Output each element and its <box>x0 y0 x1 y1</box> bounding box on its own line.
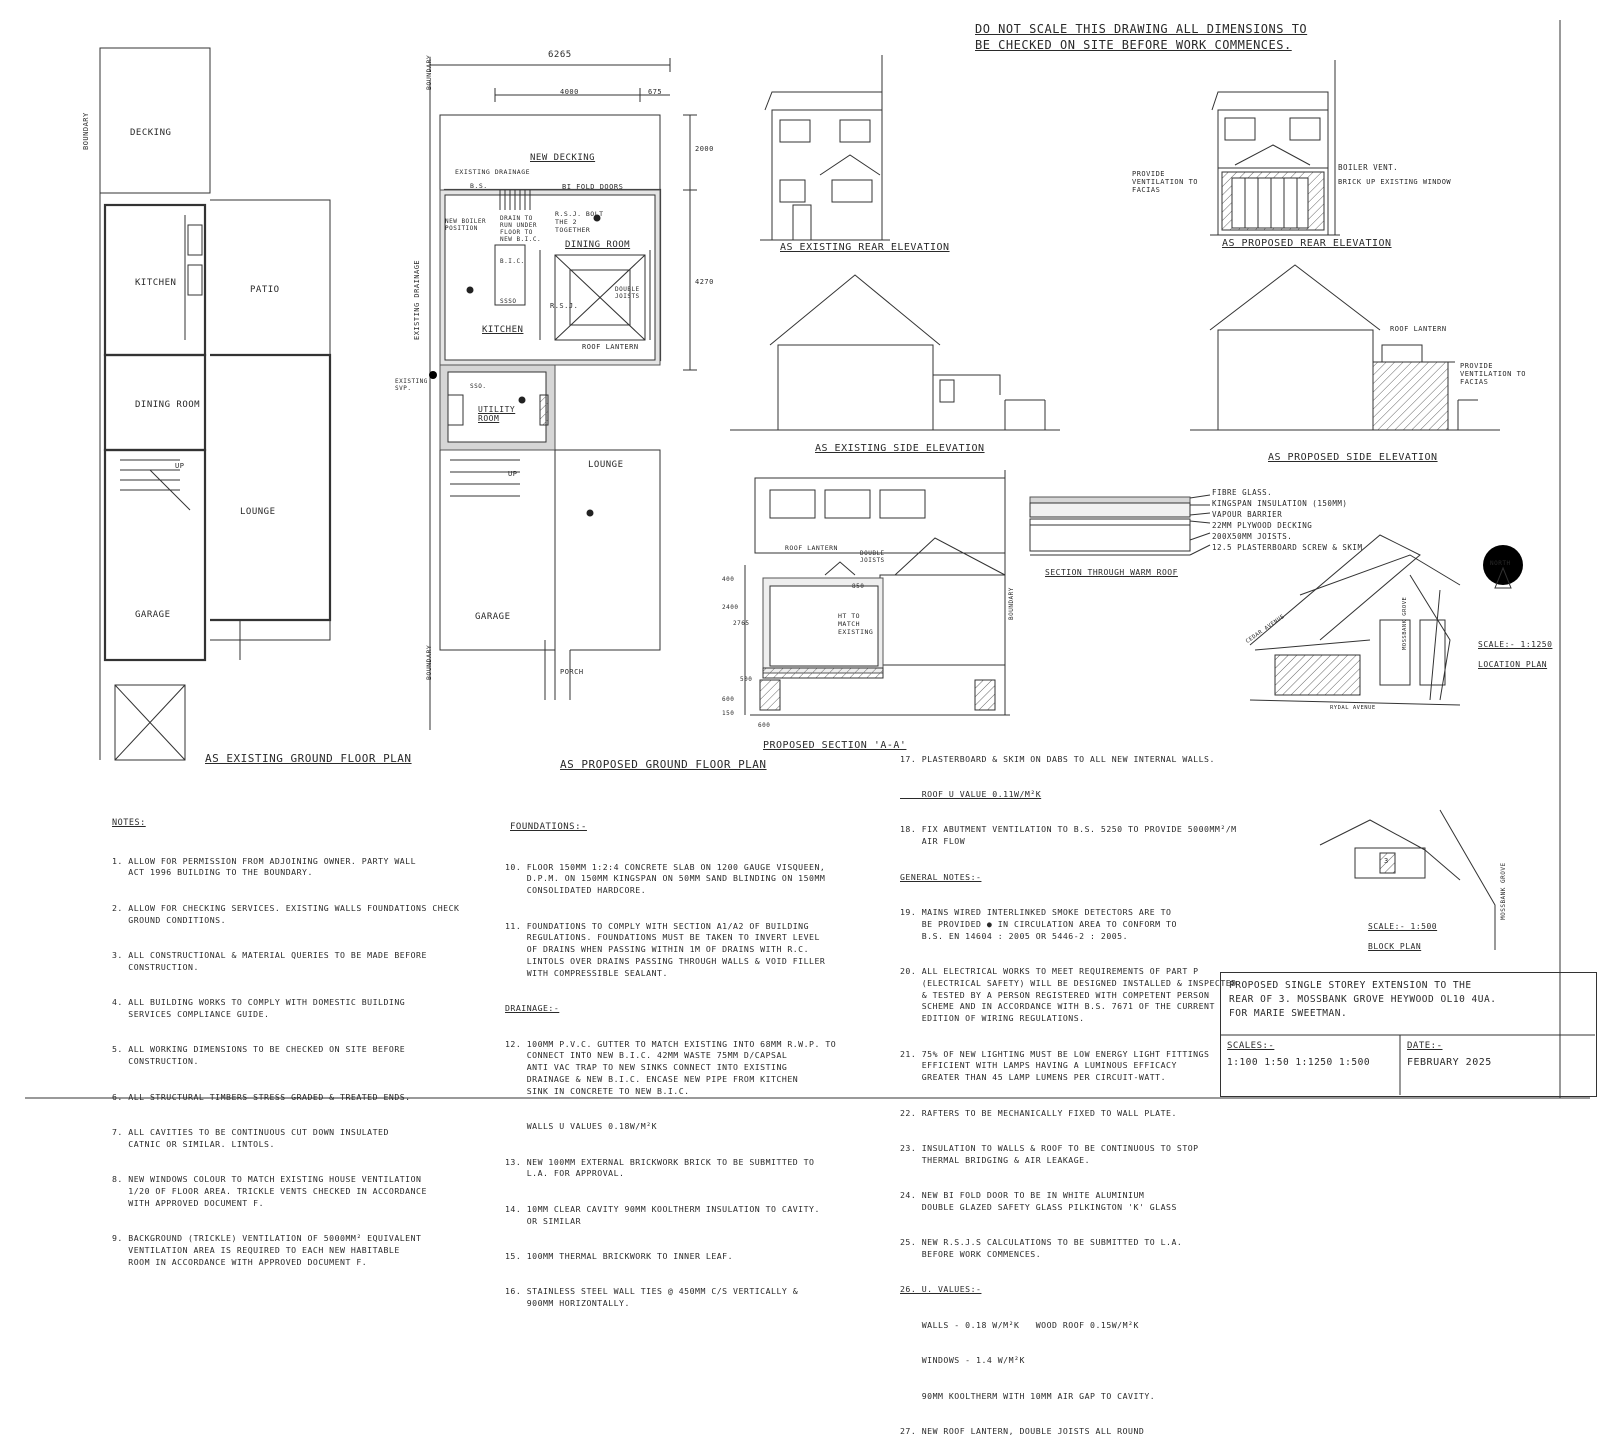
note-2: 2. ALLOW FOR CHECKING SERVICES. EXISTING WALLS FOUNDATIONS CHECK GROUND CONDITIONS. <box>112 902 460 925</box>
existing-up-label: UP <box>175 462 185 470</box>
existing-decking-label: DECKING <box>130 128 172 138</box>
section-dim-d1: 400 <box>722 576 735 583</box>
boiler-note: NEW BOILER POSITION <box>445 218 487 232</box>
u-values-heading: 26. U. VALUES:- <box>900 1284 982 1295</box>
dim-overall: 6265 <box>548 50 572 60</box>
block-scale: SCALE:- 1:500 <box>1368 922 1438 931</box>
project-description: PROPOSED SINGLE STOREY EXTENSION TO THE REAR OF 3. MOSSBANK GROVE HEYWOOD OL10 4UA. FOR MARIE SWEETMAN. <box>1229 980 1497 1019</box>
proposed-kitchen-label: KITCHEN <box>482 325 524 335</box>
road-b-label: MOSSBANK GROVE <box>1402 596 1408 650</box>
note-22: 22. RAFTERS TO BE MECHANICALLY FIXED TO WALL PLATE. <box>900 1107 1177 1118</box>
scales-label: SCALES:- <box>1227 1041 1275 1051</box>
roof-lantern-note: ROOF LANTERN <box>582 343 639 351</box>
note-1: 1. ALLOW FOR PERMISSION FROM ADJOINING OWNER. PARTY WALL ACT 1996 BUILDING TO THE BOUNDARY. <box>112 855 417 878</box>
side-existing-drawing <box>730 275 1060 430</box>
notes-right-list <box>900 730 1237 1450</box>
proposed-existing-drainage-label: EXISTING DRAINAGE <box>413 259 421 340</box>
scales-value: 1:100 1:50 1:1250 1:500 <box>1227 1057 1371 1068</box>
notes-left-list <box>112 832 459 1280</box>
proposed-plan-title: AS PROPOSED GROUND FLOOR PLAN <box>560 758 767 771</box>
location-plan-drawing <box>1250 535 1523 705</box>
section-dim-d5: 500 <box>740 676 753 683</box>
rear-proposed-drawing <box>1210 60 1340 235</box>
section-dim-d8: 600 <box>758 722 771 729</box>
foundations-heading: FOUNDATIONS:- <box>510 822 587 832</box>
proposed-utility-label: UTILITY ROOM <box>478 405 516 423</box>
title-block <box>1220 972 1597 1097</box>
proposed-garage-label: GARAGE <box>475 612 511 622</box>
proposed-up-label: UP <box>508 470 518 478</box>
proposed-boundary2-label: BOUNDARY <box>425 644 433 680</box>
note-21: 21. 75% OF NEW LIGHTING MUST BE LOW ENERGY LIGHT FITTINGS EFFICIENT WITH LAMPS HAVING A LUMINOUS EFFICACY GREATER THAN 45 LAMP LUMENS PER CIRCUIT-WATT. <box>900 1048 1210 1083</box>
proposed-boundary-label: BOUNDARY <box>425 54 433 90</box>
road-a-label: CEDAR AVENUE <box>1245 613 1286 645</box>
note-15: 15. 100MM THERMAL BRICKWORK TO INNER LEAF. <box>505 1250 734 1261</box>
bs-note: B.S. <box>470 182 488 190</box>
side-vent-note: PROVIDE VENTILATION TO FACIAS <box>1460 362 1527 386</box>
double-joists-note: DOUBLE JOISTS <box>615 286 640 300</box>
section-dim-d6: 600 <box>722 696 735 703</box>
roof-layer-5: 200X50MM JOISTS. <box>1212 532 1293 541</box>
existing-boundary-label: BOUNDARY <box>82 112 90 150</box>
bifold-note: BI FOLD DOORS <box>562 183 624 191</box>
side-lantern-note: ROOF LANTERN <box>1390 325 1447 333</box>
side-proposed-title: AS PROPOSED SIDE ELEVATION <box>1268 452 1438 463</box>
side-existing-title: AS EXISTING SIDE ELEVATION <box>815 443 985 454</box>
note-11: 11. FOUNDATIONS TO COMPLY WITH SECTION A1/A2 OF BUILDING REGULATIONS. FOUNDATIONS MUST BE TAKEN TO INVERT LEVEL OF DRAINS WHEN PASSING WITHIN 1M OF DRAINS WITH R.C. LINTOLS OVER DRAINS PASSING THROUGH WALLS & VOID FILLER WITH COMPRESSIBLE SEALANT. <box>505 920 826 978</box>
note-9: 9. BACKGROUND (TRICKLE) VENTILATION OF 5000MM² EQUIVALENT VENTILATION AREA IS REQUIRED TO EACH NEW HABITABLE ROOM IN ACCORDANCE WITH APPROVED DOCUMENT F. <box>112 1233 422 1267</box>
section-lantern-note: ROOF LANTERN <box>785 544 838 552</box>
u-values-line-1: WALLS - 0.18 W/M²K WOOD ROOF 0.15W/M²K <box>900 1319 1139 1330</box>
note-25: 25. NEW R.S.J.S CALCULATIONS TO BE SUBMITTED TO L.A. BEFORE WORK COMMENCES. <box>900 1237 1183 1260</box>
header-note-line2: BE CHECKED ON SITE BEFORE WORK COMMENCES. <box>975 38 1292 52</box>
location-scale: SCALE:- 1:1250 <box>1478 640 1553 649</box>
rsj2-note: R.S.J. <box>550 302 579 310</box>
rear-vent-note: PROVIDE VENTILATION TO FACIAS <box>1132 170 1199 194</box>
notes-middle-list <box>505 838 836 1322</box>
roof-section-title: SECTION THROUGH WARM ROOF <box>1045 568 1178 577</box>
brick-up-note: BRICK UP EXISTING WINDOW <box>1338 178 1452 186</box>
boiler-vent-note: BOILER VENT. <box>1338 163 1399 172</box>
roof-layer-2: KINGSPAN INSULATION (150MM) <box>1212 499 1348 508</box>
existing-drainage-note: EXISTING DRAINAGE <box>455 168 531 176</box>
location-title: LOCATION PLAN <box>1478 660 1548 669</box>
dim-left: 4000 <box>560 88 579 96</box>
existing-patio-label: PATIO <box>250 285 280 295</box>
proposed-decking-label: NEW DECKING <box>530 153 596 163</box>
existing-plan-title: AS EXISTING GROUND FLOOR PLAN <box>205 752 412 765</box>
dim-right: 675 <box>648 88 663 96</box>
existing-dining-label: DINING ROOM <box>135 400 201 410</box>
block-plot-number: 3 <box>1384 857 1389 865</box>
date-label: DATE:- <box>1407 1041 1443 1051</box>
bic-note: B.I.C. <box>500 258 525 265</box>
drainage-heading: DRAINAGE:- <box>505 1003 560 1014</box>
note-20: 20. ALL ELECTRICAL WORKS TO MEET REQUIREMENTS OF PART P (ELECTRICAL SAFETY) WILL BE DESIGNED INSTALLED & INSPECTED & TESTED BY A PERSON REGISTERED WITH COMPETENT PERSON SCHEME AND IN ACCORDANCE WITH B.S. 7671 OF THE CURRENT EDITION OF WIRING REGULATIONS. <box>900 965 1237 1024</box>
note-7: 7. ALL CAVITIES TO BE CONTINUOUS CUT DOWN INSULATED CATNIC OR SIMILAR. LINTOLS. <box>112 1126 389 1149</box>
rsj-note: R.S.J. BOLT THE 2 TOGETHER <box>555 210 604 234</box>
section-double-note: DOUBLE JOISTS <box>860 550 885 564</box>
dim-depth2: 4270 <box>695 278 714 286</box>
svp-note: EXISTING SVP. <box>395 378 428 392</box>
section-dim-d2: 2400 <box>722 604 739 611</box>
section-title: PROPOSED SECTION 'A-A' <box>763 740 907 751</box>
note-17: 17. PLASTERBOARD & SKIM ON DABS TO ALL NEW INTERNAL WALLS. <box>900 753 1215 764</box>
side-proposed-drawing <box>1190 265 1500 430</box>
date-value: FEBRUARY 2025 <box>1407 1057 1492 1068</box>
proposed-dining-label: DINING ROOM <box>565 240 631 250</box>
note-24: 24. NEW BI FOLD DOOR TO BE IN WHITE ALUMINIUM DOUBLE GLAZED SAFETY GLASS PILKINGTON 'K' GLASS <box>900 1190 1177 1212</box>
section-match-note: HT TO MATCH EXISTING <box>838 612 874 636</box>
note-18: 18. FIX ABUTMENT VENTILATION TO B.S. 5250 TO PROVIDE 5000MM²/M AIR FLOW <box>900 824 1237 847</box>
note-23: 23. INSULATION TO WALLS & ROOF TO BE CONTINUOUS TO STOP THERMAL BRIDGING & AIR LEAKAGE. <box>900 1142 1199 1165</box>
u-values-line-3: 90MM KOOLTHERM WITH 10MM AIR GAP TO CAVITY. <box>900 1390 1156 1401</box>
roof-layer-4: 22MM PLYWOOD DECKING <box>1212 521 1313 530</box>
note-19: 19. MAINS WIRED INTERLINKED SMOKE DETECTORS ARE TO BE PROVIDED ● IN CIRCULATION AREA TO CONFORM TO B.S. EN 14604 : 2005 OR 5446-2 : 2005. <box>900 906 1177 941</box>
roof-u-value: ROOF U VALUE 0.11W/M²K <box>900 788 1042 799</box>
section-boundary-label: BOUNDARY <box>1008 587 1015 620</box>
rear-existing-drawing <box>760 55 890 240</box>
ssso-note: SSSO <box>500 298 517 305</box>
dim-depth1: 2000 <box>695 145 714 153</box>
block-road-label: MOSSBANK GROVE <box>1500 862 1507 920</box>
block-title: BLOCK PLAN <box>1368 942 1422 951</box>
proposed-lounge-label: LOUNGE <box>588 460 624 470</box>
proposed-porch-label: PORCH <box>560 668 584 676</box>
notes-left-heading: NOTES: <box>112 818 146 828</box>
section-dim-d7: 150 <box>722 710 735 717</box>
section-drawing <box>745 470 1010 715</box>
existing-lounge-label: LOUNGE <box>240 507 276 517</box>
u-values-line-2: WINDOWS - 1.4 W/M²K <box>900 1355 1025 1366</box>
walls-u-value: WALLS U VALUES 0.18W/M²K <box>505 1121 658 1132</box>
roof-layer-3: VAPOUR BARRIER <box>1212 510 1283 519</box>
note-4: 4. ALL BUILDING WORKS TO COMPLY WITH DOMESTIC BUILDING SERVICES COMPLIANCE GUIDE. <box>112 997 406 1019</box>
section-dim-d3: 2765 <box>733 620 750 627</box>
existing-kitchen-label: KITCHEN <box>135 278 177 288</box>
note-10: 10. FLOOR 150MM 1:2:4 CONCRETE SLAB ON 1200 GAUGE VISQUEEN, D.P.M. ON 150MM KINGSPAN ON 50MM SAND BLINDING ON 150MM CONSOLIDATED HARDCORE. <box>505 861 826 896</box>
north-label: NORTH <box>1490 560 1511 567</box>
note-16: 16. STAINLESS STEEL WALL TIES @ 450MM C/S VERTICALLY & 900MM HORIZONTALLY. <box>505 1286 799 1309</box>
header-note-line1: DO NOT SCALE THIS DRAWING ALL DIMENSIONS TO <box>975 22 1308 36</box>
sso-note: SSO. <box>470 383 487 390</box>
note-6: 6. ALL STRUCTURAL TIMBERS STRESS GRADED & TREATED ENDS. <box>112 1091 411 1102</box>
roof-section-drawing <box>1030 495 1210 555</box>
note-8: 8. NEW WINDOWS COLOUR TO MATCH EXISTING HOUSE VENTILATION 1/20 OF FLOOR AREA. TRICKLE VENTS CHECKED IN ACCORDANCE WITH APPROVED DOCUMENT F. <box>112 1174 427 1208</box>
drain-note: DRAIN TO RUN UNDER FLOOR TO NEW B.I.C. <box>500 215 542 243</box>
note-5: 5. ALL WORKING DIMENSIONS TO BE CHECKED ON SITE BEFORE CONSTRUCTION. <box>112 1044 406 1067</box>
roof-layer-6: 12.5 PLASTERBOARD SCREW & SKIM <box>1212 543 1363 552</box>
note-27: 27. NEW ROOF LANTERN, DOUBLE JOISTS ALL ROUND <box>900 1426 1145 1437</box>
note-14: 14. 10MM CLEAR CAVITY 90MM KOOLTHERM INSULATION TO CAVITY. OR SIMILAR <box>505 1203 820 1226</box>
general-notes-heading: GENERAL NOTES:- <box>900 871 982 882</box>
section-dim-d4: 850 <box>852 583 865 590</box>
rear-proposed-title: AS PROPOSED REAR ELEVATION <box>1222 238 1392 249</box>
roof-layer-1: FIBRE GLASS. <box>1212 488 1273 497</box>
road-c-label: RYDAL AVENUE <box>1330 705 1376 711</box>
note-12: 12. 100MM P.V.C. GUTTER TO MATCH EXISTING INTO 68MM R.W.P. TO CONNECT INTO NEW B.I.C. 42MM WASTE 75MM D/CAPSAL ANTI VAC TRAP TO NEW SINKS CONNECT INTO EXISTING DRAINAGE & NEW B.I.C. ENCASE NEW PIPE FROM KITCHEN SINK IN CONCRETE TO NEW B.I.C. <box>505 1038 837 1096</box>
note-13: 13. NEW 100MM EXTERNAL BRICKWORK BRICK TO BE SUBMITTED TO L.A. FOR APPROVAL. <box>505 1156 815 1179</box>
existing-garage-label: GARAGE <box>135 610 171 620</box>
rear-existing-title: AS EXISTING REAR ELEVATION <box>780 242 950 253</box>
note-3: 3. ALL CONSTRUCTIONAL & MATERIAL QUERIES TO BE MADE BEFORE CONSTRUCTION. <box>112 949 427 972</box>
